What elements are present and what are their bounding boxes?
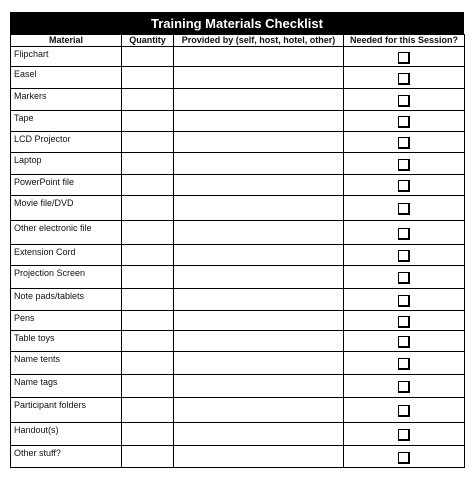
- provided-by-cell[interactable]: [174, 89, 344, 111]
- needed-cell: [344, 221, 465, 245]
- provided-by-cell[interactable]: [174, 245, 344, 266]
- material-cell: Participant folders: [11, 398, 122, 423]
- table-row: [11, 111, 465, 132]
- needed-cell: [344, 175, 465, 196]
- provided-by-cell[interactable]: [174, 132, 344, 153]
- table-row: [11, 89, 465, 111]
- table-row: [11, 266, 465, 289]
- table-row: [11, 132, 465, 153]
- quantity-cell[interactable]: [122, 175, 174, 196]
- provided-by-cell[interactable]: [174, 196, 344, 221]
- checklist-sheet: [10, 12, 464, 468]
- needed-checkbox[interactable]: [398, 95, 410, 107]
- provided-by-cell[interactable]: [174, 331, 344, 352]
- provided-by-cell[interactable]: [174, 398, 344, 423]
- needed-cell: [344, 245, 465, 266]
- needed-checkbox[interactable]: [398, 180, 410, 192]
- needed-checkbox[interactable]: [398, 405, 410, 417]
- table-row: [11, 245, 465, 266]
- provided-by-cell[interactable]: [174, 311, 344, 331]
- table-row: [11, 375, 465, 398]
- table-row: [11, 221, 465, 245]
- needed-checkbox[interactable]: [398, 203, 410, 215]
- needed-checkbox[interactable]: [398, 316, 410, 328]
- needed-checkbox[interactable]: [398, 452, 410, 464]
- provided-by-cell[interactable]: [174, 266, 344, 289]
- table-row: [11, 331, 465, 352]
- material-cell: Name tags: [11, 375, 122, 398]
- needed-checkbox[interactable]: [398, 336, 410, 348]
- provided-by-cell[interactable]: [174, 289, 344, 311]
- header-row: [11, 35, 465, 47]
- quantity-cell[interactable]: [122, 423, 174, 446]
- table-row: [11, 311, 465, 331]
- needed-checkbox[interactable]: [398, 381, 410, 393]
- needed-checkbox[interactable]: [398, 159, 410, 171]
- table-row: [11, 398, 465, 423]
- material-cell: Note pads/tablets: [11, 289, 122, 311]
- header-material: Material: [11, 35, 122, 47]
- material-cell: Other electronic file: [11, 221, 122, 245]
- material-cell: LCD Projector: [11, 132, 122, 153]
- quantity-cell[interactable]: [122, 221, 174, 245]
- checklist-title: Training Materials Checklist: [10, 12, 464, 34]
- needed-cell: [344, 423, 465, 446]
- needed-cell: [344, 352, 465, 375]
- material-cell: Other stuff?: [11, 446, 122, 468]
- needed-checkbox[interactable]: [398, 52, 410, 64]
- checklist-table: [10, 34, 465, 468]
- checklist-body: [11, 47, 465, 468]
- quantity-cell[interactable]: [122, 245, 174, 266]
- table-row: [11, 153, 465, 175]
- material-cell: Markers: [11, 89, 122, 111]
- needed-cell: [344, 266, 465, 289]
- needed-cell: [344, 375, 465, 398]
- quantity-cell[interactable]: [122, 153, 174, 175]
- material-cell: Pens: [11, 311, 122, 331]
- needed-cell: [344, 289, 465, 311]
- needed-checkbox[interactable]: [398, 295, 410, 307]
- needed-cell: [344, 111, 465, 132]
- header-quantity: Quantity: [122, 35, 174, 47]
- provided-by-cell[interactable]: [174, 446, 344, 468]
- material-cell: Laptop: [11, 153, 122, 175]
- provided-by-cell[interactable]: [174, 153, 344, 175]
- needed-checkbox[interactable]: [398, 272, 410, 284]
- quantity-cell[interactable]: [122, 266, 174, 289]
- provided-by-cell[interactable]: [174, 352, 344, 375]
- quantity-cell[interactable]: [122, 47, 174, 67]
- needed-cell: [344, 196, 465, 221]
- material-cell: Easel: [11, 67, 122, 89]
- table-row: [11, 67, 465, 89]
- provided-by-cell[interactable]: [174, 111, 344, 132]
- quantity-cell[interactable]: [122, 446, 174, 468]
- needed-cell: [344, 89, 465, 111]
- quantity-cell[interactable]: [122, 311, 174, 331]
- provided-by-cell[interactable]: [174, 375, 344, 398]
- quantity-cell[interactable]: [122, 89, 174, 111]
- table-row: [11, 352, 465, 375]
- material-cell: PowerPoint file: [11, 175, 122, 196]
- needed-checkbox[interactable]: [398, 228, 410, 240]
- material-cell: Name tents: [11, 352, 122, 375]
- needed-checkbox[interactable]: [398, 137, 410, 149]
- needed-cell: [344, 153, 465, 175]
- provided-by-cell[interactable]: [174, 67, 344, 89]
- quantity-cell[interactable]: [122, 398, 174, 423]
- table-row: [11, 423, 465, 446]
- quantity-cell[interactable]: [122, 289, 174, 311]
- material-cell: Movie file/DVD: [11, 196, 122, 221]
- material-cell: Table toys: [11, 331, 122, 352]
- needed-cell: [344, 47, 465, 67]
- needed-cell: [344, 67, 465, 89]
- material-cell: Projection Screen: [11, 266, 122, 289]
- quantity-cell[interactable]: [122, 67, 174, 89]
- needed-cell: [344, 311, 465, 331]
- material-cell: Handout(s): [11, 423, 122, 446]
- material-cell: Flipchart: [11, 47, 122, 67]
- needed-checkbox[interactable]: [398, 250, 410, 262]
- header-needed-for-session: Needed for this Session?: [344, 35, 465, 47]
- provided-by-cell[interactable]: [174, 175, 344, 196]
- table-row: [11, 289, 465, 311]
- table-row: [11, 196, 465, 221]
- needed-cell: [344, 132, 465, 153]
- quantity-cell[interactable]: [122, 375, 174, 398]
- needed-checkbox[interactable]: [398, 429, 410, 441]
- quantity-cell[interactable]: [122, 352, 174, 375]
- needed-cell: [344, 446, 465, 468]
- needed-checkbox[interactable]: [398, 73, 410, 85]
- quantity-cell[interactable]: [122, 111, 174, 132]
- needed-checkbox[interactable]: [398, 358, 410, 370]
- needed-checkbox[interactable]: [398, 116, 410, 128]
- provided-by-cell[interactable]: [174, 221, 344, 245]
- needed-cell: [344, 331, 465, 352]
- quantity-cell[interactable]: [122, 132, 174, 153]
- table-row: [11, 47, 465, 67]
- quantity-cell[interactable]: [122, 196, 174, 221]
- provided-by-cell[interactable]: [174, 47, 344, 67]
- quantity-cell[interactable]: [122, 331, 174, 352]
- table-row: [11, 446, 465, 468]
- table-row: [11, 175, 465, 196]
- header-provided-by: Provided by (self, host, hotel, other): [174, 35, 344, 47]
- material-cell: Extension Cord: [11, 245, 122, 266]
- material-cell: Tape: [11, 111, 122, 132]
- needed-cell: [344, 398, 465, 423]
- provided-by-cell[interactable]: [174, 423, 344, 446]
